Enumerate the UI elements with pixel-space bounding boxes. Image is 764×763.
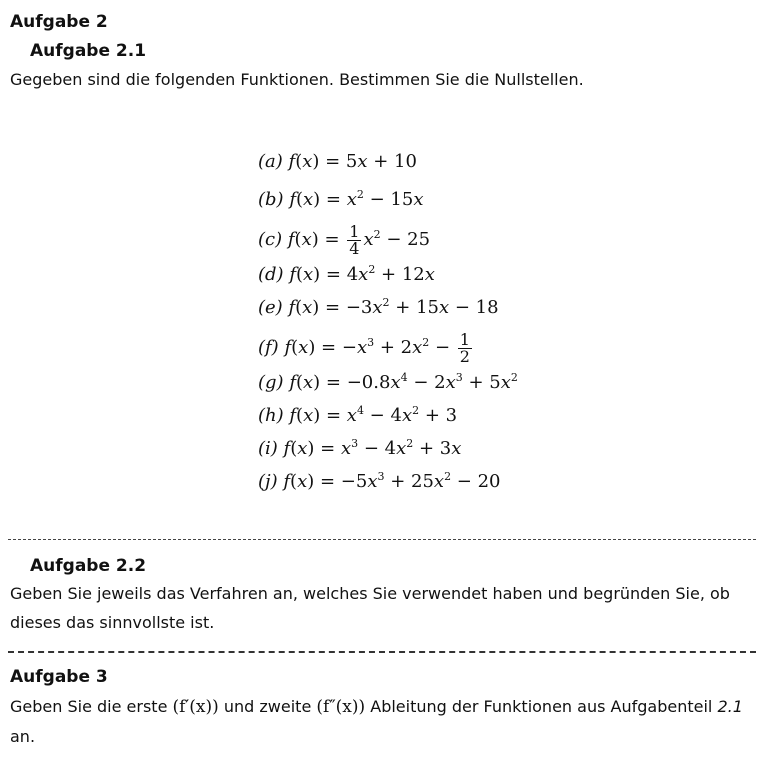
function-item-h: (h) $f(x) = x^4 - 4x^2 + 3$ bbox=[258, 404, 458, 426]
task-2-2-title: Aufgabe 2.2 bbox=[30, 556, 147, 576]
function-item-g: (g) $f(x) = -0.8x^4 - 2x^3 + 5x^2$ bbox=[258, 371, 518, 393]
first-derivative-notation: (f′(x)) bbox=[172, 697, 219, 717]
task-3-text-end: an. bbox=[10, 727, 36, 746]
task-2-1-intro: Gegeben sind die folgenden Funktionen. Bestimmen Sie die Nullstellen. bbox=[10, 70, 584, 89]
section-divider bbox=[8, 539, 756, 540]
item-label: (i) bbox=[258, 438, 278, 459]
function-item-f: (f) $f(x) = -x^3 + 2x^2$ − $\frac{1}{2}$ bbox=[258, 329, 470, 366]
answer-line-divider bbox=[8, 651, 756, 653]
item-label: (c) bbox=[258, 229, 283, 250]
item-label: (e) bbox=[258, 297, 283, 318]
item-label: (g) bbox=[258, 372, 284, 393]
item-label: (j) bbox=[258, 471, 278, 492]
function-item-d: (d) $f(x) = 4x^2 + 12x$ bbox=[258, 263, 435, 285]
task-3-text-middle: und zweite bbox=[223, 697, 312, 716]
task-3-text bbox=[10, 692, 758, 751]
function-item-c: (c) f(x) = $\frac{1}{4}$ $x^2 - 25$ bbox=[258, 221, 431, 258]
item-label: (b) bbox=[258, 189, 284, 210]
task-3-text-before: Geben Sie die erste bbox=[10, 697, 168, 716]
function-item-e: (e) $f(x) = -3x^2 + 15x - 18$ bbox=[258, 296, 499, 318]
function-item-a: (a) f(x) = 5x + 10 bbox=[258, 151, 417, 172]
item-label: (a) bbox=[258, 151, 283, 172]
task-2-1-title: Aufgabe 2.1 bbox=[30, 41, 147, 61]
function-list bbox=[258, 148, 518, 496]
task-3-title: Aufgabe 3 bbox=[10, 667, 108, 687]
task-2-title: Aufgabe 2 bbox=[10, 12, 108, 32]
second-derivative-notation: (f″(x)) bbox=[316, 697, 366, 717]
item-label: (d) bbox=[258, 264, 284, 285]
task-3-ref: 2.1 bbox=[717, 697, 743, 716]
item-label: (f) bbox=[258, 337, 279, 358]
item-label: (h) bbox=[258, 405, 284, 426]
task-2-2-text: Geben Sie jeweils das Verfahren an, welches Sie verwendet haben und begründen Sie, ob dieses das sinnvollste ist. bbox=[10, 584, 730, 632]
function-item-b: (b) $f(x) = x^2 - 15x$ bbox=[258, 188, 424, 210]
task-3-text-after: Ableitung der Funktionen aus Aufgabenteil bbox=[370, 697, 713, 716]
function-item-i: (i) $f(x) = x^3 - 4x^2 + 3x$ bbox=[258, 437, 462, 459]
function-item-j: (j) $f(x) = -5x^3 + 25x^2 - 20$ bbox=[258, 470, 501, 492]
